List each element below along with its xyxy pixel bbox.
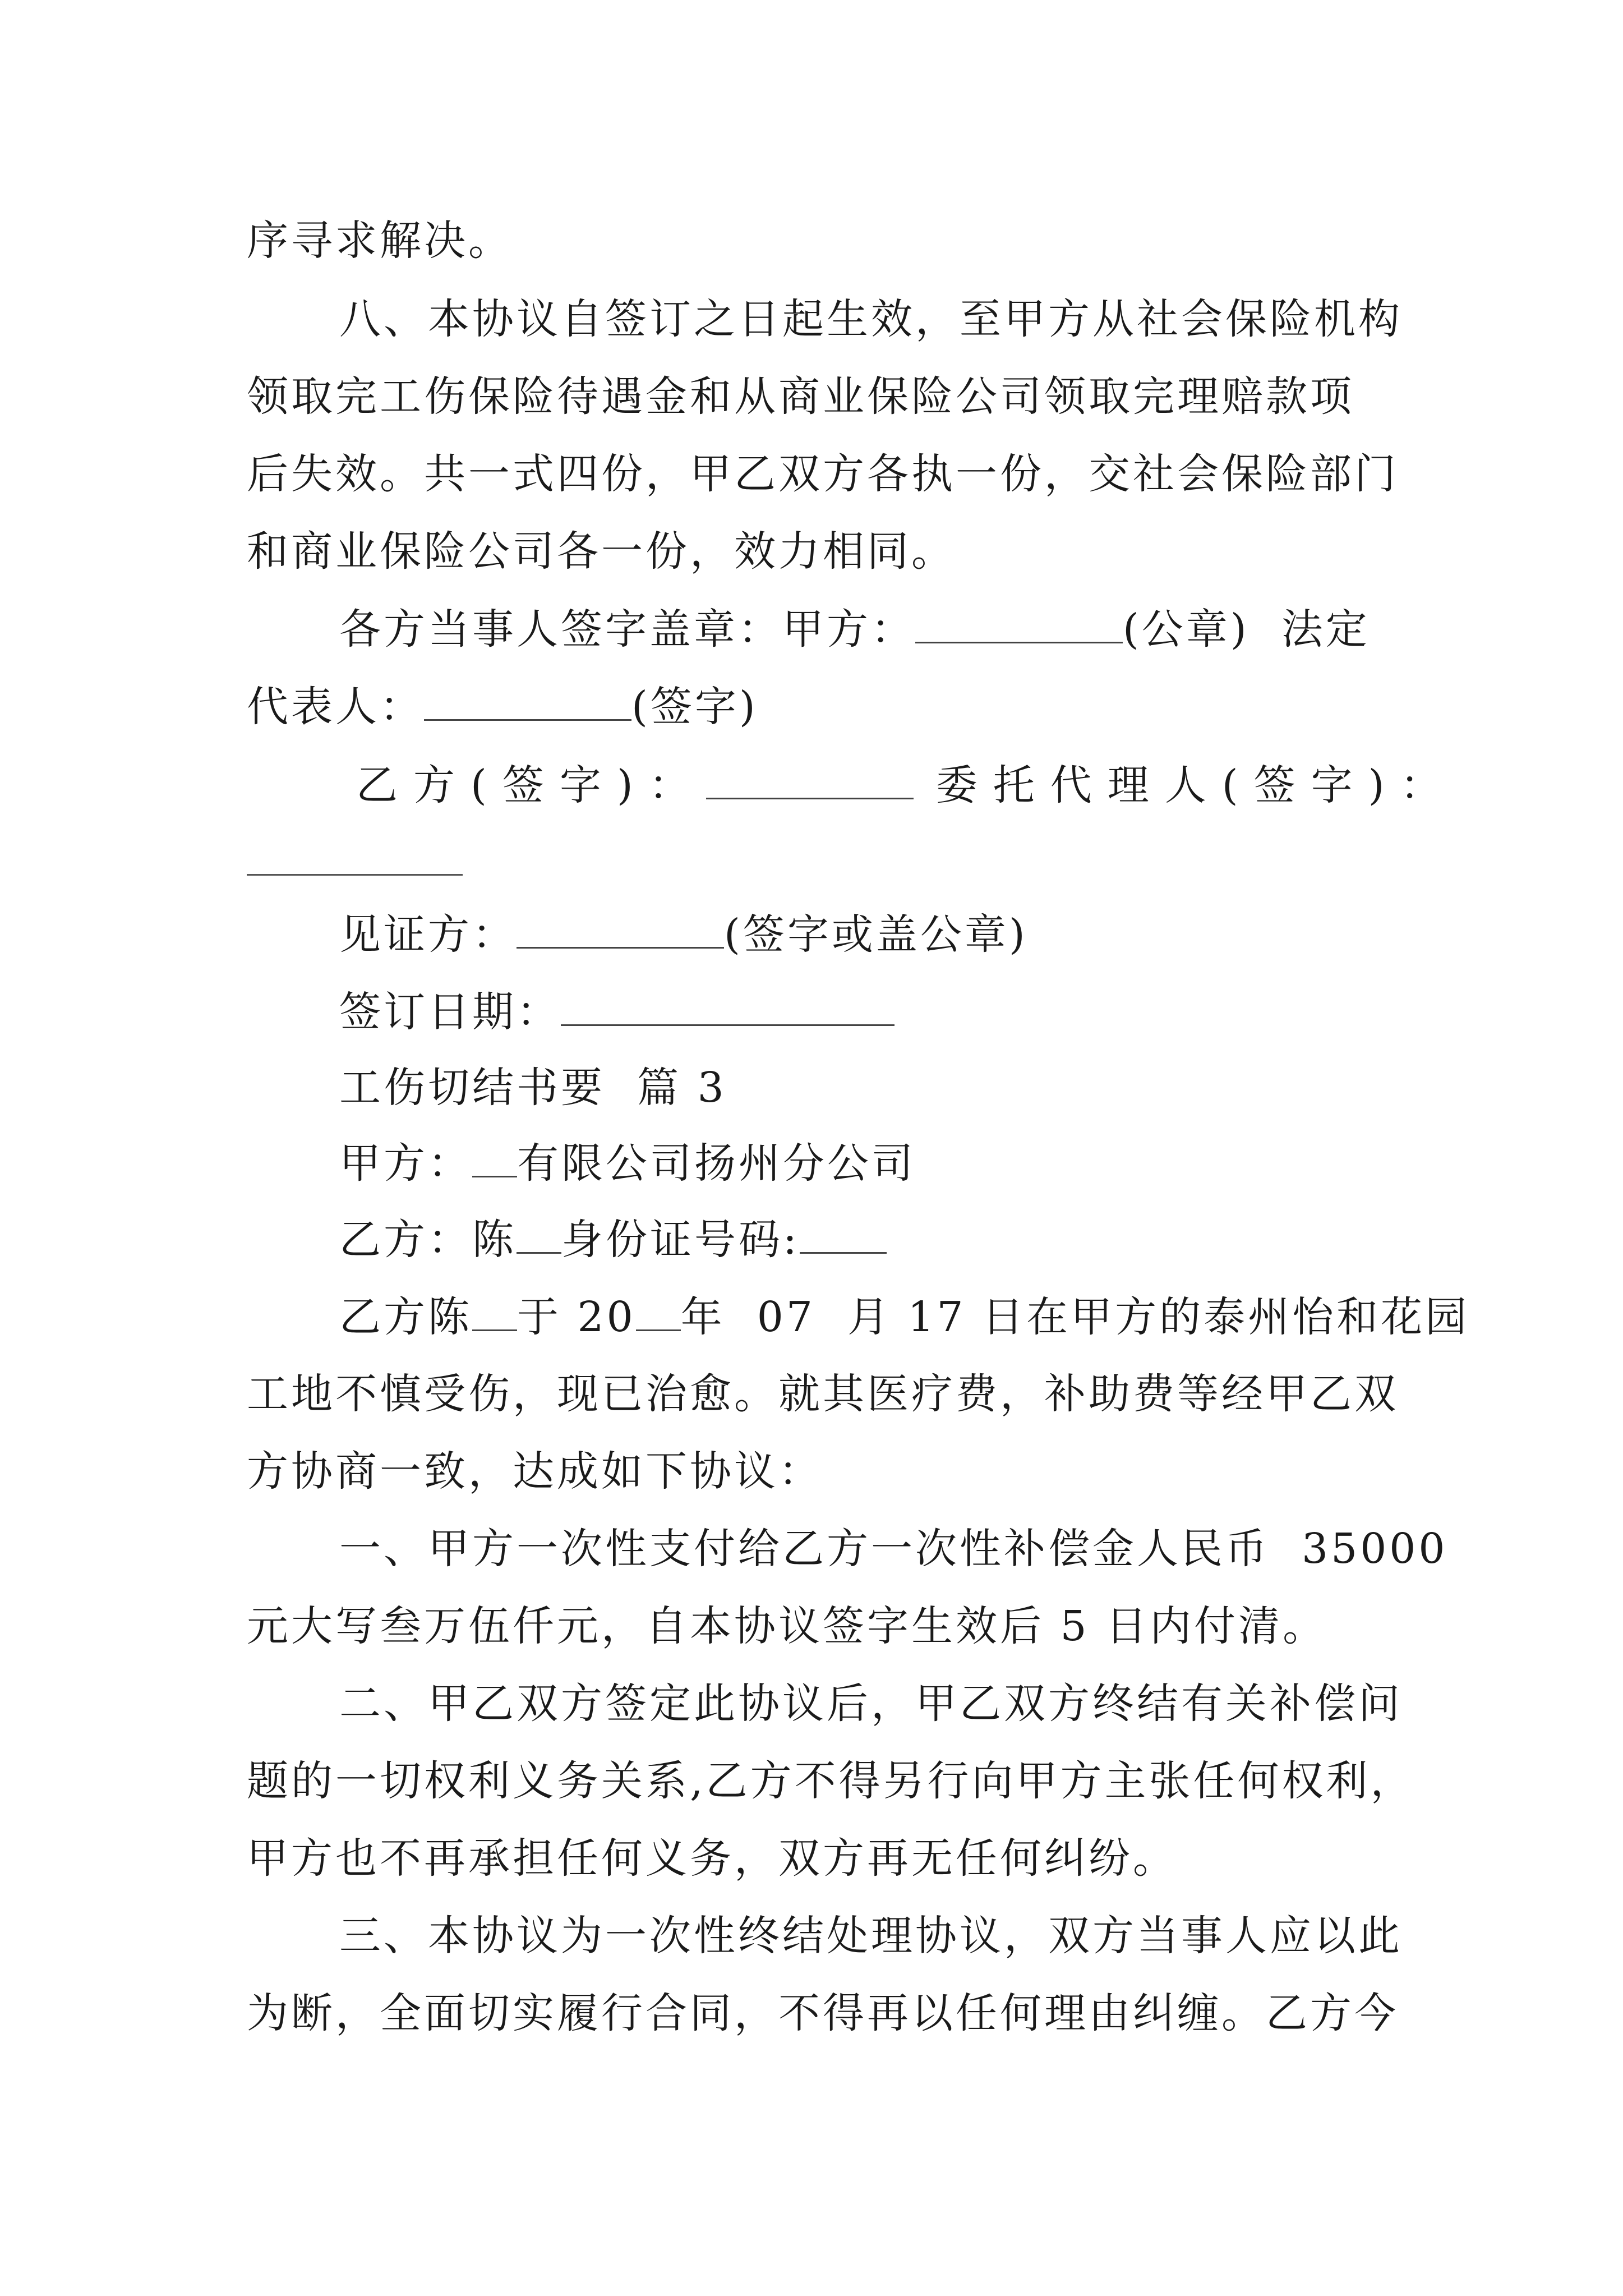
paragraph-end: 序寻求解决。: [247, 217, 513, 265]
clause-2-line-1: 二、甲乙双方签定此协议后，甲乙双方终结有关补偿问: [339, 1680, 1403, 1728]
legal-rep-sign-note: (签字): [631, 683, 758, 731]
intro-line-1: [339, 1293, 1470, 1341]
intro-line-3: 方协商一致，达成如下协议：: [247, 1447, 823, 1496]
signature-line-2: [247, 683, 758, 731]
clause-8-line-4: 和商业保险公司各一份，效力相同。: [247, 527, 956, 576]
signature-line-1: [339, 605, 1370, 654]
agent-sign-label: 委托代理人(签字)：: [935, 761, 1458, 809]
party-b-line: [339, 1216, 887, 1264]
clause-1-line-1: 一、甲方一次性支付给乙方一次性补偿金人民币 35000: [339, 1525, 1448, 1573]
clause-3-line-1: 三、本协议为一次性终结处理协议，双方当事人应以此: [339, 1912, 1403, 1960]
witness-note: (签字或盖公章): [724, 910, 1028, 959]
date-line: [339, 988, 895, 1036]
party-a-name-blank: [472, 1142, 517, 1177]
intro-part-1: 乙方陈: [339, 1293, 472, 1341]
party-a-name: 有限公司扬州分公司: [517, 1139, 916, 1188]
witness-line: [339, 910, 1028, 959]
clause-2-line-3: 甲方也不再承担任何义务，双方再无任何纠纷。: [247, 1834, 1177, 1883]
legal-rep-blank: [424, 685, 631, 721]
party-b-sign-label: 乙方(签字)：: [356, 761, 706, 809]
intro-year-blank: [636, 1296, 681, 1331]
legal-rep-label: 代表人：: [247, 683, 424, 731]
signature-line-3: [356, 761, 1458, 809]
party-a-seal-blank: [915, 608, 1123, 643]
party-b-label: 乙方：陈: [339, 1216, 517, 1264]
party-a-line: [339, 1139, 916, 1188]
agent-sign-blank: [247, 874, 463, 876]
id-number-blank: [800, 1218, 887, 1254]
intro-name-blank: [472, 1296, 517, 1331]
clause-2-line-2: 题的一切权利义务关系,乙方不得另行向甲方主张任何权利，: [247, 1757, 1415, 1805]
intro-line-2: 工地不慎受伤，现已治愈。就其医疗费，补助费等经甲乙双: [247, 1370, 1399, 1418]
clause-8-line-3: 后失效。共一式四份，甲乙双方各执一份，交社会保险部门: [247, 450, 1399, 498]
party-b-name-blank: [517, 1218, 561, 1254]
id-number-label: 身份证号码:: [561, 1216, 800, 1264]
clause-1-line-2: 元大写叁万伍仟元，自本协议签字生效后 5 日内付清。: [247, 1602, 1327, 1650]
party-a-label: 甲方：: [339, 1139, 472, 1188]
intro-part-2: 于 20: [517, 1293, 636, 1341]
intro-part-3: 年 07 月 17 日在甲方的泰州怡和花园: [680, 1293, 1470, 1341]
witness-label: 见证方：: [339, 910, 517, 959]
witness-blank: [517, 913, 724, 949]
party-b-sign-blank: [706, 764, 914, 799]
date-label: 签订日期：: [339, 988, 561, 1036]
date-blank: [561, 991, 895, 1026]
clause-8-line-2: 领取完工伤保险待遇金和从商业保险公司领取完理赔款项: [247, 372, 1354, 421]
section-title: 工伤切结书要 篇 3: [339, 1064, 727, 1112]
signature-party-a-label: 各方当事人签字盖章：甲方：: [339, 605, 915, 654]
clause-8-line-1: 八、本协议自签订之日起生效，至甲方从社会保险机构: [339, 295, 1403, 343]
clause-3-line-2: 为断，全面切实履行合同，不得再以任何理由纠缠。乙方今: [247, 1989, 1399, 2037]
seal-legal-rep-text: (公章) 法定: [1123, 605, 1370, 654]
